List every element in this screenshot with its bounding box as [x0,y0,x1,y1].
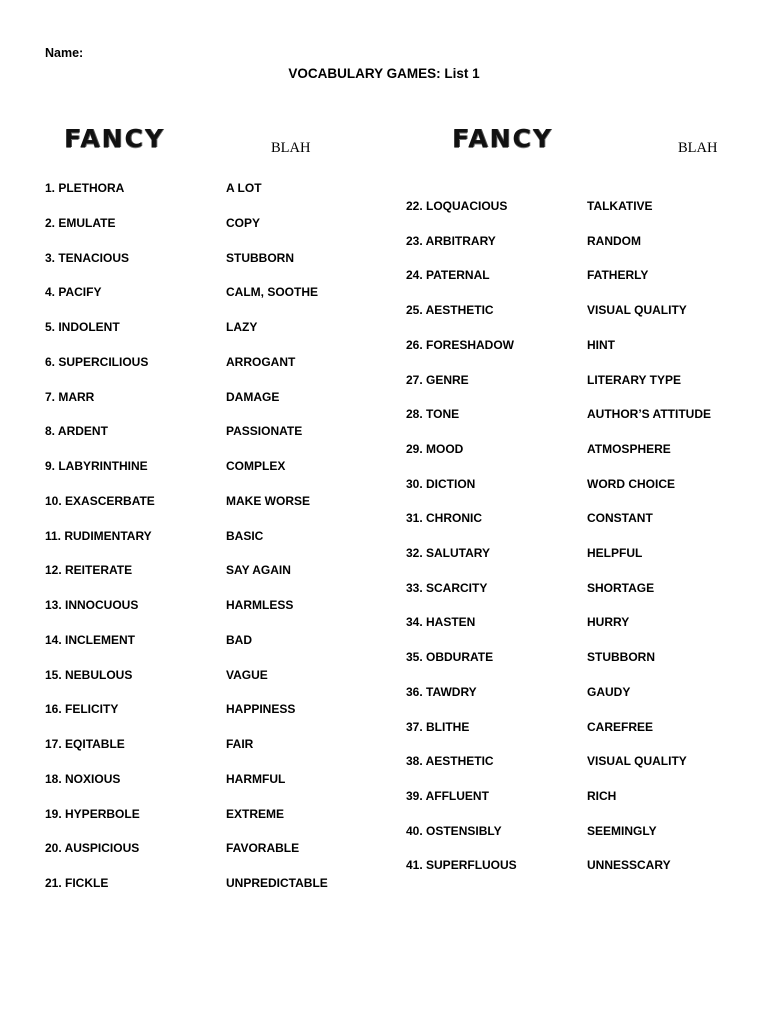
fancy-word: 12. REITERATE [45,563,133,578]
blah-word: STUBBORN [587,650,655,665]
blah-word: ATMOSPHERE [587,441,671,456]
blah-word: A LOT [226,181,262,195]
blah-word: STUBBORN [226,250,294,265]
left-fancy-heading: FANCY [64,124,165,153]
fancy-word: 31. CHRONIC [406,511,483,526]
fancy-word: 10. EXASCERBATE [45,493,155,508]
fancy-word: 14. INCLEMENT [45,632,136,647]
fancy-word: 3. TENACIOUS [45,250,130,265]
fancy-word: 27. GENRE [406,372,469,387]
blah-word: COPY [226,215,261,230]
blah-word: AUTHOR’S ATTITUDE [587,407,711,422]
blah-word: BAD [226,632,252,647]
fancy-word: 9. LABYRINTHINE [45,459,148,473]
blah-word: HAPPINESS [226,702,296,717]
fancy-word: 40. OSTENSIBLY [406,823,502,838]
page-title: VOCABULARY GAMES: List 1 [288,66,480,81]
blah-word: MAKE WORSE [226,493,310,508]
blah-word: SHORTAGE [587,580,655,595]
fancy-word: 29. MOOD [406,441,464,456]
fancy-word: 37. BLITHE [406,719,470,734]
blah-word: HARMLESS [226,598,294,612]
blah-word: CAREFREE [587,719,654,734]
blah-word: SEEMINGLY [587,823,657,838]
blah-word: HELPFUL [587,546,643,560]
fancy-word: 38. AESTHETIC [406,754,494,769]
blah-word: DAMAGE [226,389,280,404]
fancy-word: 16. FELICITY [45,702,119,717]
blah-word: FAIR [226,737,254,751]
fancy-word: 2. EMULATE [45,215,116,230]
blah-word: SAY AGAIN [226,563,291,578]
blah-word: ARROGANT [226,354,296,369]
blah-word: BASIC [226,528,264,543]
blah-word: TALKATIVE [587,199,653,213]
blah-word: LAZY [226,320,258,334]
blah-word: EXTREME [226,806,285,821]
fancy-word: 4. PACIFY [45,285,102,300]
fancy-word: 6. SUPERCILIOUS [45,354,149,369]
blah-word: HINT [587,337,615,352]
blah-word: RICH [587,788,617,803]
fancy-word: 28. TONE [406,407,460,422]
right-blah-heading: BLAH [678,140,718,156]
blah-word: PASSIONATE [226,424,303,439]
blah-word: FATHERLY [587,268,649,283]
fancy-word: 1. PLETHORA [45,181,125,195]
fancy-word: 24. PATERNAL [406,268,490,283]
blah-word: VISUAL QUALITY [587,754,687,769]
fancy-word: 20. AUSPICIOUS [45,841,140,856]
fancy-word: 33. SCARCITY [406,580,488,595]
fancy-word: 17. EQITABLE [45,737,125,751]
blah-word: HURRY [587,615,630,630]
fancy-word: 36. TAWDRY [406,684,477,699]
fancy-word: 32. SALUTARY [406,546,491,560]
blah-word: GAUDY [587,684,631,699]
fancy-word: 25. AESTHETIC [406,303,494,318]
blah-word: WORD CHOICE [587,476,675,491]
fancy-word: 8. ARDENT [45,424,108,439]
fancy-word: 39. AFFLUENT [406,788,489,803]
fancy-word: 41. SUPERFLUOUS [406,858,517,873]
left-blah-heading: BLAH [271,140,311,156]
blah-word: UNPREDICTABLE [226,876,328,890]
blah-word: COMPLEX [226,459,286,473]
blah-word: HARMFUL [226,771,286,786]
fancy-word: 35. OBDURATE [406,650,494,665]
fancy-word: 15. NEBULOUS [45,667,133,682]
fancy-word: 13. INNOCUOUS [45,598,139,612]
fancy-word: 30. DICTION [406,476,476,491]
fancy-word: 18. NOXIOUS [45,771,121,786]
fancy-word: 11. RUDIMENTARY [45,528,152,543]
blah-word: VAGUE [226,667,268,682]
fancy-word: 22. LOQUACIOUS [406,199,508,213]
blah-word: RANDOM [587,233,641,248]
name-label: Name: [45,46,84,60]
fancy-word: 5. INDOLENT [45,320,120,334]
blah-word: LITERARY TYPE [587,372,682,387]
blah-word: CALM, SOOTHE [226,285,318,300]
blah-word: FAVORABLE [226,841,300,856]
blah-word: UNNESSCARY [587,858,671,873]
blah-word: CONSTANT [587,511,653,526]
fancy-word: 7. MARR [45,389,95,404]
fancy-word: 26. FORESHADOW [406,337,515,352]
fancy-word: 23. ARBITRARY [406,233,496,248]
right-fancy-heading: FANCY [452,124,553,153]
fancy-word: 19. HYPERBOLE [45,806,140,821]
blah-word: VISUAL QUALITY [587,303,687,318]
fancy-word: 21. FICKLE [45,876,109,890]
fancy-word: 34. HASTEN [406,615,476,630]
